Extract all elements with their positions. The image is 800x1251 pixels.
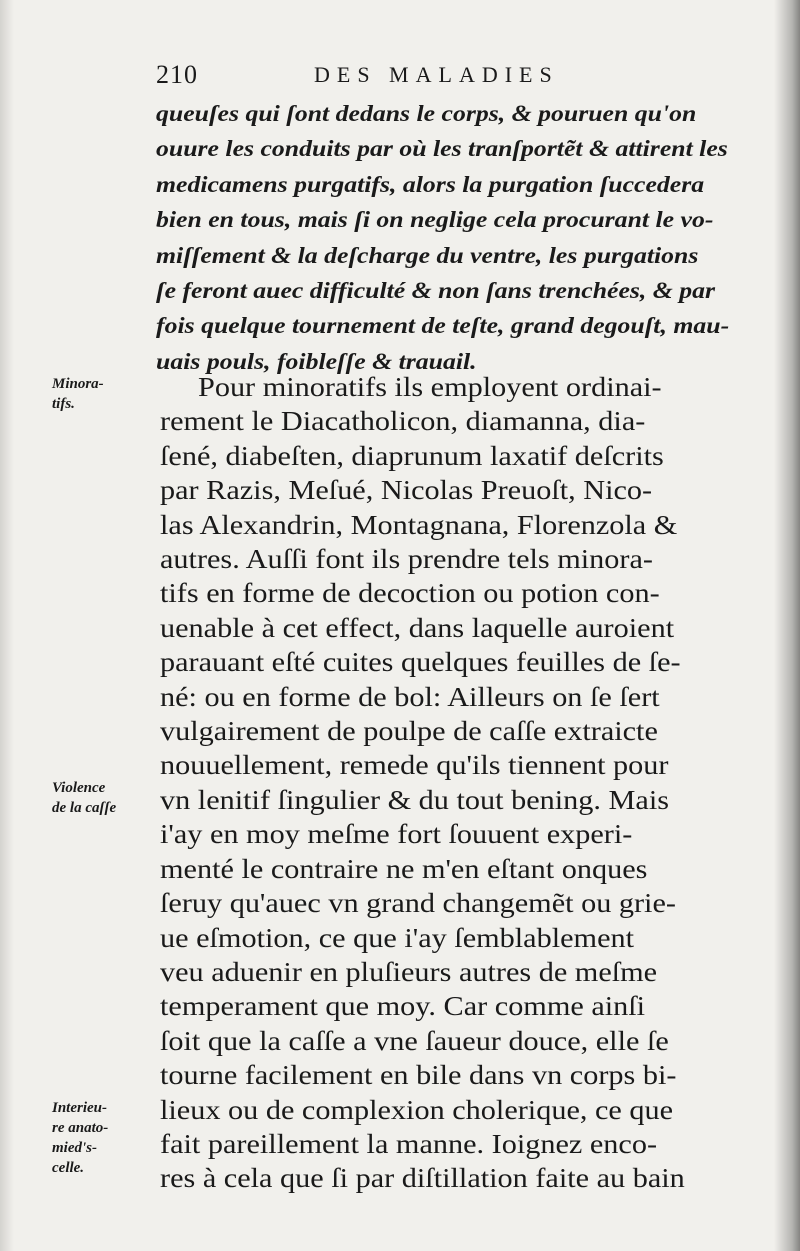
text-line: ſené, diabeſten, diaprunum laxatif deſcrits: [160, 440, 664, 471]
page-number: 210: [156, 60, 198, 89]
margin-note-line: Minora-: [52, 376, 104, 392]
margin-note-line: mied's-: [52, 1140, 97, 1156]
margin-note-line: Violence: [52, 780, 106, 796]
margin-note-line: re anato-: [52, 1120, 109, 1136]
text-line: medicamens purgatifs, alors la purgation ſuccedera: [156, 171, 705, 197]
text-line: miſſement & la deſcharge du ventre, les purgations: [156, 242, 699, 268]
text-line: menté le contraire ne m'en eſtant onques: [160, 853, 648, 884]
text-line: ſoit que la caſſe a vne ſaueur douce, elle ſe: [160, 1025, 669, 1056]
text-line: Pour minoratifs ils employent ordinai-: [198, 372, 662, 402]
margin-note-line: de la caſſe: [52, 800, 117, 816]
italic-paragraph: [156, 96, 760, 379]
text-line: né: ou en forme de bol: Ailleurs on ſe ſert: [160, 681, 660, 712]
text-line: temperament que moy. Car comme ainſi: [160, 991, 646, 1022]
margin-note-line: tifs.: [52, 396, 75, 412]
body-paragraph: [160, 370, 772, 1196]
text-line: ouure les conduits par où les tranſportẽt & attirent les: [156, 136, 728, 162]
text-line: lieux ou de complexion cholerique, ce que: [160, 1094, 674, 1125]
margin-note-interieure: [52, 1098, 156, 1178]
margin-note-violence: [52, 778, 156, 818]
text-line: vn lenitif ſingulier & du tout bening. Mais: [160, 784, 669, 815]
text-line: tourne facilement en bile dans vn corps bi-: [160, 1060, 677, 1091]
text-line: ue eſmotion, ce que i'ay ſemblablement: [160, 922, 635, 953]
margin-note-minoratifs: [52, 374, 156, 414]
text-line: ſe feront auec difficulté & non ſans trenchées, & par: [156, 277, 716, 303]
text-line: i'ay en moy meſme fort ſouuent experi-: [160, 819, 633, 850]
text-line: vulgairement de poulpe de caſſe extraicte: [160, 716, 658, 747]
text-line: ſeruy qu'auec vn grand changemẽt ou grie-: [160, 888, 676, 919]
margin-note-line: celle.: [52, 1160, 85, 1176]
text-line: bien en tous, mais ſi on neglige cela procurant le vo-: [156, 207, 714, 233]
text-line: autres. Auſſi font ils prendre tels minora-: [160, 544, 653, 575]
text-line: tifs en forme de decoction ou potion con-: [160, 578, 660, 609]
text-line: nouuellement, remede qu'ils tiennent pour: [160, 750, 669, 781]
text-line: fois quelque tournement de teſte, grand degouſt, mau-: [156, 313, 730, 339]
text-line: res à cela que ſi par diſtillation faite au bain: [160, 1163, 685, 1194]
text-line: rement le Diacatholicon, diamanna, dia-: [160, 406, 646, 437]
page-header: [156, 60, 756, 90]
text-line: las Alexandrin, Montagnana, Florenzola &: [160, 509, 678, 540]
text-line: fait pareillement la manne. Ioignez enco-: [160, 1128, 658, 1159]
text-line: parauant eſté cuites quelques feuilles de ſe-: [160, 647, 681, 678]
running-head: DES MALADIES: [314, 62, 559, 87]
text-line: par Razis, Meſué, Nicolas Preuoſt, Nico-: [160, 475, 653, 506]
margin-note-line: Interieu-: [52, 1100, 108, 1116]
text-line: uais pouls, foibleſſe & trauail.: [156, 348, 477, 374]
gutter-shadow: [774, 0, 800, 1251]
page-edge-shading: [0, 0, 14, 1251]
text-line: uenable à cet effect, dans laquelle auroient: [160, 612, 675, 643]
text-line: veu aduenir en pluſieurs autres de meſme: [160, 956, 658, 987]
text-line: queuſes qui ſont dedans le corps, & pouruen qu'on: [156, 101, 697, 126]
